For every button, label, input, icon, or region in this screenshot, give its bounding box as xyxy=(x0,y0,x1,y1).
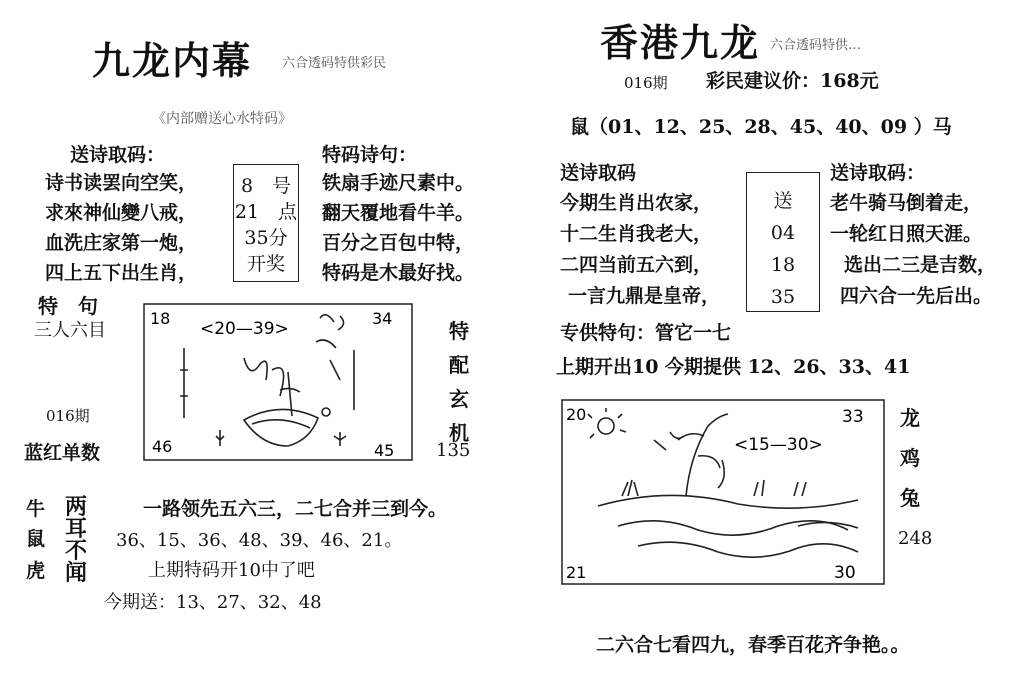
left-side-label xyxy=(447,314,471,450)
right-picture-num-tl: 20 xyxy=(566,405,587,424)
left-inner-note: 《内部赠送心水特码》 xyxy=(152,111,292,127)
time-box-line: 21 点 xyxy=(234,201,298,223)
right-poem-line: 二四当前五六到， xyxy=(560,254,713,276)
right-side-zodiacs xyxy=(898,398,922,518)
right-price: 彩民建议价：168元 xyxy=(706,70,879,92)
left-time-box xyxy=(233,164,299,282)
left-picture-num-tr: 34 xyxy=(372,309,393,328)
left-issue: 016期 xyxy=(46,407,90,425)
right-picture-sketch xyxy=(588,408,858,557)
side-char: 玄 xyxy=(449,387,469,411)
right-zodiac-line: 鼠（01、12、25、28、45、40、09 ）马 xyxy=(570,116,952,138)
left-today-send: 今期送：13、27、32、48 xyxy=(104,592,322,613)
right-poem-line: 四六合一先后出。 xyxy=(840,285,993,307)
left-code-poem-line: 特码是木最好找。 xyxy=(322,262,475,284)
side-zodiac: 龙 xyxy=(900,406,920,430)
left-poem-block xyxy=(45,168,197,288)
left-poem-line: 血洗庄家第一炮， xyxy=(45,232,198,254)
right-last-period: 上期开出10 今期提供 12、26、33、41 xyxy=(556,356,911,378)
right-poem-label-left: 送诗取码 xyxy=(560,162,637,184)
right-poem-label-right: 送诗取码： xyxy=(830,162,926,184)
right-issue: 016期 xyxy=(624,74,668,92)
left-row-hu-text: 上期特码开10中了吧 xyxy=(148,560,315,581)
big-char: 耳 xyxy=(64,516,87,542)
left-picture-range: <20—39> xyxy=(200,319,289,339)
time-box-line: 开奖 xyxy=(246,253,285,275)
left-picture-num-bl: 46 xyxy=(152,437,173,456)
right-picture xyxy=(558,396,888,588)
right-footer: 二六合七看四九，春季百花齐争艳。。 xyxy=(596,634,910,656)
left-row-shu-text: 36、15、36、48、39、46、21。 xyxy=(116,530,403,551)
left-picture-num-tl: 18 xyxy=(150,309,171,328)
right-picture-num-br: 30 xyxy=(834,563,856,583)
send-box-line: 04 xyxy=(770,222,796,244)
side-zodiac: 兔 xyxy=(900,486,920,510)
big-char: 闻 xyxy=(64,560,87,586)
left-code-poem-label: 特码诗句： xyxy=(322,144,418,166)
right-poem-line: 选出二三是吉数， xyxy=(844,254,997,276)
side-char: 特 xyxy=(449,319,469,343)
right-picture-num-tr: 33 xyxy=(842,407,864,427)
left-code-poem-line: 铁扇手迹尺素中。 xyxy=(322,172,475,194)
left-code-poem-line: 翻天覆地看牛羊。 xyxy=(322,202,475,224)
right-poem-block-right xyxy=(830,188,996,312)
right-picture-range: <15—30> xyxy=(734,435,823,455)
left-poem-line: 求來神仙變八戒， xyxy=(45,202,198,224)
left-poem-line: 诗书读罢向空笑， xyxy=(45,172,198,194)
right-poem-line: 一轮红日照天涯。 xyxy=(830,223,983,245)
send-box-line: 18 xyxy=(770,254,796,276)
left-picture-num-br: 45 xyxy=(374,441,395,460)
left-color-note: 蓝红单数 xyxy=(24,442,101,464)
right-title: 香港九龙 xyxy=(600,20,761,65)
right-picture-frame xyxy=(562,400,884,584)
time-box-line: 8 号 xyxy=(240,175,292,197)
time-box-line: 35分 xyxy=(244,227,288,249)
left-number-right: 135 xyxy=(436,440,471,461)
side-char: 机 xyxy=(449,421,469,445)
left-poem-line: 四上五下出生肖， xyxy=(45,262,198,284)
right-send-box xyxy=(746,172,820,312)
left-picture xyxy=(140,300,416,464)
send-box-line: 35 xyxy=(770,286,796,308)
right-poem-line: 今期生肖出农家， xyxy=(560,192,713,214)
right-poem-line: 老牛骑马倒着走， xyxy=(830,192,983,214)
right-poem-line: 一言九鼎是皇帝， xyxy=(568,285,721,307)
left-poem-label: 送诗取码： xyxy=(70,144,166,166)
left-row-hu-zodiac: 虎 xyxy=(26,560,46,582)
right-subtitle: 六合透码特供… xyxy=(770,38,862,53)
side-char: 配 xyxy=(449,353,469,377)
left-title: 九龙内幕 xyxy=(92,38,253,83)
send-box-line: 送 xyxy=(773,190,793,212)
left-row-niu-zodiac: 牛 xyxy=(26,498,46,520)
right-poem-block-left xyxy=(560,188,720,312)
right-side-number: 248 xyxy=(898,528,933,549)
left-big-chars xyxy=(62,496,90,584)
right-picture-num-bl: 21 xyxy=(566,563,587,582)
left-row-shu-zodiac: 鼠 xyxy=(26,528,46,550)
left-special-label: 特 句 xyxy=(38,294,98,318)
right-special: 专供特句：管它一七 xyxy=(560,322,732,344)
left-code-poem-line: 百分之百包中特， xyxy=(322,232,475,254)
left-row-niu-text: 一路领先五六三，二七合并三到今。 xyxy=(143,498,448,520)
left-subtitle: 六合透码特供彩民 xyxy=(282,56,387,71)
big-char: 两 xyxy=(64,494,87,520)
left-special-text: 三人六目 xyxy=(34,320,106,341)
big-char: 不 xyxy=(64,538,87,564)
left-code-poem-block xyxy=(322,168,474,288)
side-zodiac: 鸡 xyxy=(900,446,920,470)
right-poem-line: 十二生肖我老大， xyxy=(560,223,713,245)
